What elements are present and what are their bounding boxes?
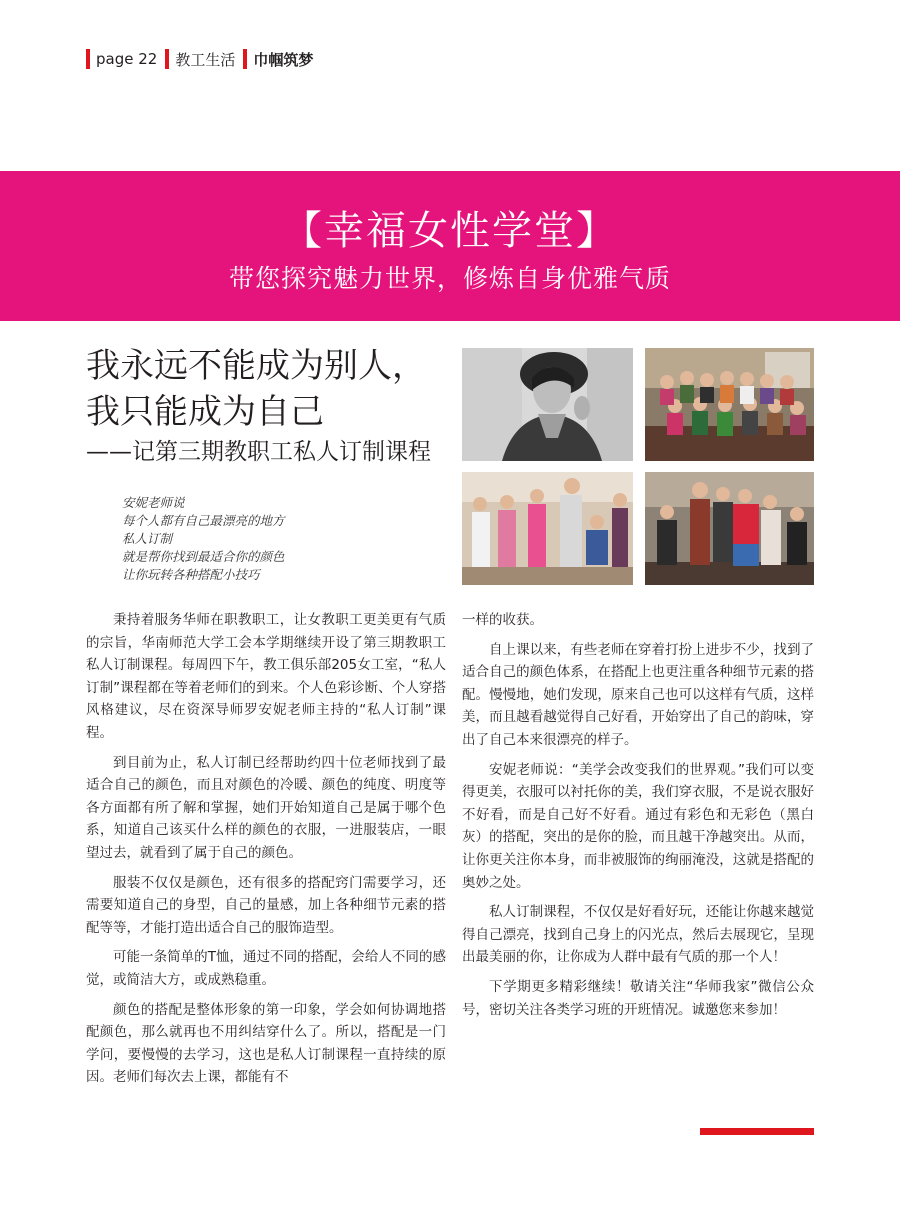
column-name: 巾帼筑梦 (253, 50, 314, 69)
title-banner (0, 171, 900, 321)
quote-line: 每个人都有自己最漂亮的地方 (122, 513, 285, 528)
paragraph: 安妮老师说：“美学会改变我们的世界观。”我们可以变得更美，衣服可以衬托你的美，我们穿衣服，不是说衣服好不好看，而是自己好不好看。通过有彩色和无彩色（黑白灰）的搭配，突出的是你的脸，而且越干净越突出。从而，让你更关注你本身，而非被服饰的绚丽淹没，这就是搭配的奥妙之处。 (462, 761, 814, 891)
article-body-right (462, 609, 814, 1028)
paragraph: 可能一条简单的T恤，通过不同的搭配，会给人不同的感觉，或简洁大方，或成熟稳重。 (86, 949, 446, 988)
teacher-quote (122, 494, 442, 584)
article-headline (86, 343, 456, 467)
group-photo (645, 348, 814, 461)
paragraph: 到目前为止，私人订制已经帮助约四十位老师找到了最适合自己的颜色，而且对颜色的冷暖、颜色的纯度、明度等各方面都有所了解和掌握，她们开始知道自己是属于哪个色系，知道自己该买什么样的颜色的衣服，一进服装店，一眼望过去，就看到了属于自己的颜色。 (86, 754, 446, 861)
headline-subtitle: ——记第三期教职工私人订制课程 (86, 439, 431, 465)
article-end-bar (700, 1128, 814, 1135)
paragraph: 颜色的搭配是整体形象的第一印象，学会如何协调地搭配颜色，那么就再也不用纠结穿什么了。所以，搭配是一门学问，要慢慢的去学习，这也是私人订制课程一直持续的原因。老师们每次去上课，都能有不 (86, 1001, 446, 1086)
paragraph: 服装不仅仅是颜色，还有很多的搭配窍门需要学习，还需要知道自己的身型，自己的量感，加上各种细节元素的搭配等等，才能打造出适合自己的服饰造型。 (86, 874, 446, 936)
headline-line-1: 我永远不能成为别人， (86, 346, 426, 386)
page-header (86, 48, 321, 70)
quote-line: 让你玩转各种搭配小技巧 (122, 567, 260, 582)
paragraph: 私人订制课程，不仅仅是好看好玩，还能让你越来越觉得自己漂亮，找到自己身上的闪光点，然后去展现它，呈现出最美丽的你，让你成为人群中最有气质的那一个人！ (462, 904, 814, 966)
article-body-left (86, 609, 446, 1096)
paragraph: 下学期更多精彩继续！敬请关注“华师我家”微信公众号，密切关注各类学习班的开班情况。诚邀您来参加！ (462, 978, 814, 1018)
quote-line: 私人订制 (122, 531, 173, 546)
header-divider (243, 49, 247, 69)
class-activity-photo (462, 472, 633, 585)
section-name: 教工生活 (175, 50, 236, 69)
banner-subtitle: 带您探究魅力世界，修炼自身优雅气质 (228, 264, 671, 293)
portrait-photo (462, 348, 633, 461)
headline-line-2: 我只能成为自己 (86, 392, 324, 432)
paragraph: 秉持着服务华师在职教职工，让女教职工更美更有气质的宗旨，华南师范大学工会本学期继续开设了第三期教职工私人订制课程。每周四下午，教工俱乐部205女工室，“私人订制”课程都在等着老师们的到来。个人色彩诊断、个人穿搭风格建议，尽在资深导师罗安妮老师主持的“私人订制”课程。 (86, 612, 446, 741)
quote-line: 就是帮你找到最适合你的颜色 (122, 549, 285, 564)
page-number: page 22 (96, 50, 158, 68)
header-divider (165, 49, 169, 69)
styling-demo-photo (645, 472, 814, 585)
quote-line: 安妮老师说 (122, 495, 185, 510)
paragraph: 自上课以来，有些老师在穿着打扮上进步不少，找到了适合自己的颜色体系，在搭配上也更注重各种细节元素的搭配。慢慢地，她们发现，原来自己也可以这样有气质，这样美，而且越看越觉得自己好看，开始穿出了自己的韵味，穿出了自己本来很漂亮的样子。 (462, 641, 814, 748)
banner-title: 【幸福女性学堂】 (282, 208, 618, 254)
paragraph-continuation: 一样的收获。 (462, 612, 543, 628)
header-accent-bar (86, 49, 90, 69)
